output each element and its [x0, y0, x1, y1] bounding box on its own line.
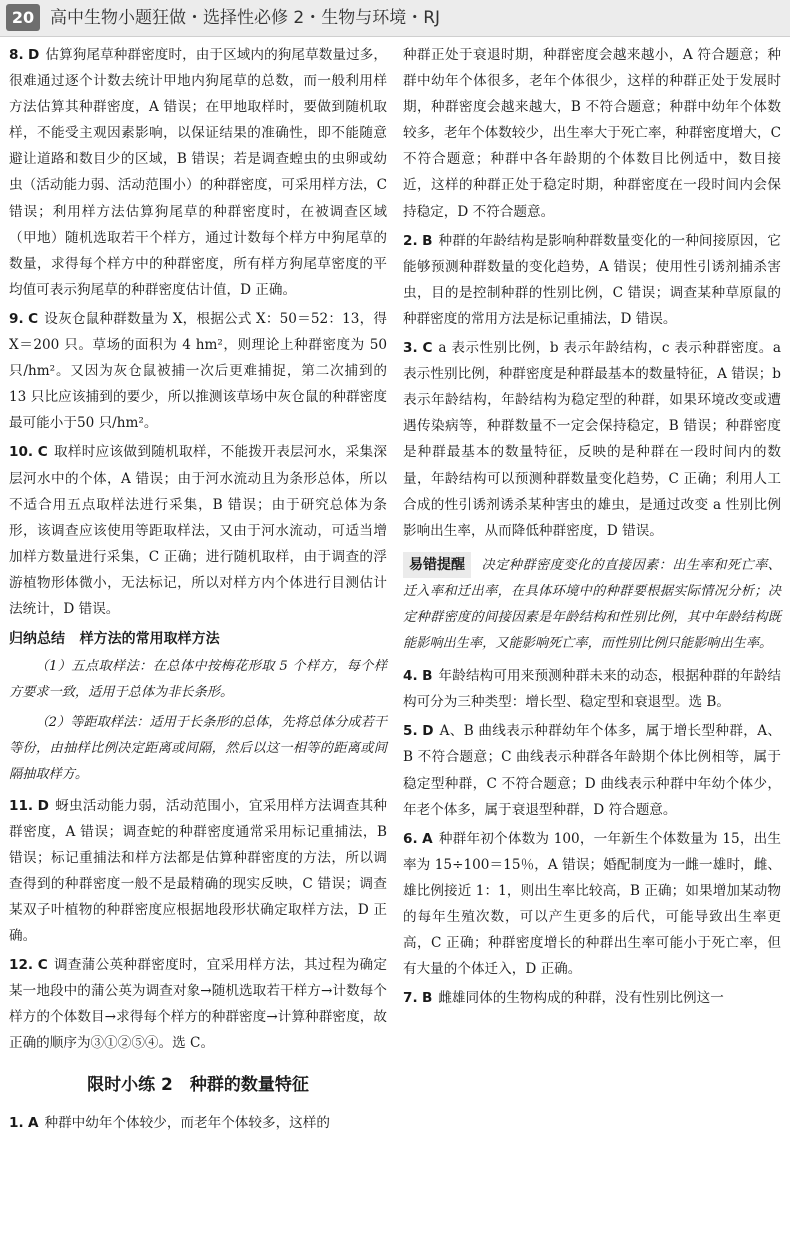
error-tip [403, 552, 781, 657]
question-8 [9, 42, 387, 303]
tip-text: 决定种群密度变化的直接因素：出生率和死亡率、迁入率和迁出率，在具体环境中的种群要根据实际情况分析；决定种群密度的间接因素是年龄结构和性别比例，其中年龄结构既能影响出生率，又能影响死亡率，而性别比例只能影响出生率。 [403, 557, 781, 652]
question-5 [403, 718, 781, 822]
book-title: 高中生物小题狂做・选择性必修 2・生物与环境・RJ [50, 8, 441, 28]
question-number: 8. [9, 47, 24, 63]
question-number: 3. [403, 340, 418, 357]
question-number: 2. [403, 232, 418, 249]
question-number: 6. [403, 830, 418, 847]
page-number: 20 [6, 4, 40, 31]
question-3 [403, 335, 781, 544]
question-2 [403, 228, 781, 332]
explanation-text: 种群年初个体数为 100，一年新生个体数量为 15，出生率为 15÷100＝15％，A 错误；婚配制度为一雌一雄时，雌、雄比例接近 1：1，则出生率比较高，B 正确；如果增加某动物的每年生殖次数，可以产生更多的后代，可能导致出生率更高，C 正确；种群密度增长的种群出生率可能小于死亡率，但有大量的个体迁入，D 正确。 [403, 830, 781, 978]
answer-letter: D [37, 797, 49, 814]
question-12 [9, 952, 387, 1056]
answer-letter: C [422, 340, 433, 357]
answer-letter: B [421, 990, 433, 1007]
question-6 [403, 826, 781, 983]
left-column [9, 42, 387, 1140]
explanation-text: 取样时应该做到随机取样，不能拨开表层河水，采集深层河水中的个体，A 错误；由于河水流动且为条形总体，所以不适合用五点取样法进行采集，B 错误；由于研究总体为条形，该调查应该使用等距取样法，又由于河水流动，可适当增加样方数量进行采集，C 正确；进行随机取样，由于调查的浮游植物形体微小，无法标记，所以对样方内个体进行目测估计法统计，D 错误。 [9, 444, 388, 617]
question-number: 1. [9, 1115, 24, 1132]
explanation-text: 调查蒲公英种群密度时，宜采用样方法，其过程为确定某一地段中的蒲公英为调查对象→随机选取若干样方→计数每个样方的个体数目→求得每个样方的种群密度→计算种群密度，故正确的顺序为③①②⑤④。选 C。 [9, 957, 388, 1052]
summary-tag: 归纳总结 [9, 631, 65, 648]
explanation-text: A、B 曲线表示种群幼年个体多，属于增长型种群，A、B 不符合题意；C 曲线表示种群各年龄期个体比例相等，属于稳定型种群，C 不符合题意；D 曲线表示种群中年幼个体少，年老个体多，属于衰退型种群，D 符合题意。 [403, 723, 781, 818]
summary-item-2: （2）等距取样法：适用于长条形的总体，先将总体分成若干等份，由抽样比例决定距离或间隔，然后以这一相等的距离或间隔抽取样方。 [9, 715, 387, 783]
question-number: 11. [9, 797, 34, 814]
question-1-continued: 种群正处于衰退时期，种群密度会越来越小，A 符合题意；种群中幼年个体很多，老年个体很少，这样的种群正处于发展时期，种群密度会越来越大，B 不符合题意；种群中幼年个体数较多，老年个体数较少，出生率大于死亡率，种群密度增大，C 不符合题意；种群中各年龄期的个体数目比例适中，数目接近，这样的种群正处于稳定时期，种群密度在一段时间内会保持稳定，D 不符合题意。 [403, 47, 781, 220]
summary-box-title [9, 626, 387, 652]
question-number: 9. [9, 310, 24, 327]
question-4 [403, 663, 781, 715]
answer-letter: A [27, 1115, 39, 1132]
section-title: 限时小练 2 种群的数量特征 [87, 1075, 309, 1096]
summary-title: 样方法的常用取样方法 [79, 631, 220, 648]
question-10 [9, 439, 387, 622]
explanation-text: 年龄结构可用来预测种群未来的动态，根据种群的年龄结构可分为三种类型：增长型、稳定型和衰退型。选 B。 [403, 668, 781, 711]
explanation-text: 种群的年龄结构是影响种群数量变化的一种间接原因，它能够预测种群数量的变化趋势，A 错误；使用性引诱剂捕杀害虫，目的是控制种群的性别比例，C 错误；调查某种草原鼠的种群密度的常用方法是标记重捕法，D 错误。 [403, 232, 781, 327]
explanation-text: 估算狗尾草种群密度时，由于区域内的狗尾草数量过多，很难通过逐个计数去统计甲地内狗尾草的总数，而一般利用样方法估算其种群密度，A 错误；在甲地取样时，要做到随机取样，不能受主观因素影响，以保证结果的准确性，即不能随意避让道路和数目少的区域，B 错误；若是调查蝗虫的虫卵或幼虫（活动能力弱、活动范围小）的种群密度，可采用样方法，C 错误；利用样方法估算狗尾草的种群密度时，在被调查区域（甲地）随机选取若干个样方，通过计数每个样方中狗尾草的数量，求得每个样方中的种群密度，所有样方狗尾草密度的平均值可表示狗尾草的种群密度估计值，D 正确。 [9, 47, 388, 298]
explanation-text: 雌雄同体的生物构成的种群，没有性别比例这一 [438, 990, 724, 1007]
answer-letter: D [422, 723, 434, 740]
right-column [403, 42, 781, 1014]
question-number: 5. [403, 723, 418, 740]
question-number: 4. [403, 668, 418, 685]
explanation-text: 种群中幼年个体较少，而老年个体较多，这样的 [44, 1115, 330, 1132]
question-1 [9, 1110, 387, 1136]
question-number: 12. [9, 957, 34, 974]
question-11 [9, 793, 387, 950]
explanation-text: a 表示性别比例，b 表示年龄结构，c 表示种群密度。a 表示性别比例，种群密度是种群最基本的数量特征，A 错误；b 表示年龄结构，年龄结构为稳定型的种群，如果环境改变或遭遇传染病等，种群数量不一定会保持稳定，B 错误；种群密度是种群最基本的数量特征，反映的是种群在一段时间内的数量，年龄结构可以预测种群数量变化趋势，C 正确；利用人工合成的性引诱剂诱杀某种害虫的雄虫，是通过改变 a 性别比例影响出生率，从而降低种群密度，D 错误。 [403, 340, 781, 539]
explanation-text: 设灰仓鼠种群数量为 X，根据公式 X：50＝52：13，得 X＝200 只。草场的面积为 4 hm²，则理论上种群密度为 50 只/hm²。又因为灰仓鼠被捕一次后更难捕捉，第二次捕到的 13 只比应该捕到的要少，所以推测该草场中灰仓鼠的种群密度最可能小于50 只/hm²。 [9, 310, 388, 432]
answer-letter: C [37, 444, 48, 461]
summary-item-1: （1）五点取样法：在总体中按梅花形取 5 个样方，每个样方要求一致，适用于总体为非长条形。 [9, 659, 387, 701]
tip-tag: 易错提醒 [403, 552, 471, 578]
answer-letter: C [37, 957, 48, 974]
question-number: 10. [9, 444, 34, 461]
answer-letter: C [28, 310, 39, 327]
answer-letter: B [422, 232, 433, 249]
answer-letter: B [422, 668, 433, 685]
question-number: 7. [403, 990, 418, 1007]
answer-letter: D [28, 47, 40, 63]
page-header [0, 0, 790, 37]
question-7 [403, 985, 781, 1011]
explanation-text: 蚜虫活动能力弱，活动范围小，宜采用样方法调查其种群密度，A 错误；调查蛇的种群密度通常采用标记重捕法，B 错误；标记重捕法和样方法都是估算种群密度的方法，所以调查得到的种群密度一般不是最精确的现实反映，C 错误；调查某双子叶植物的种群密度应根据地段形状确定取样方法，D 正确。 [9, 797, 387, 944]
question-9 [9, 306, 387, 436]
answer-letter: A [422, 830, 433, 847]
